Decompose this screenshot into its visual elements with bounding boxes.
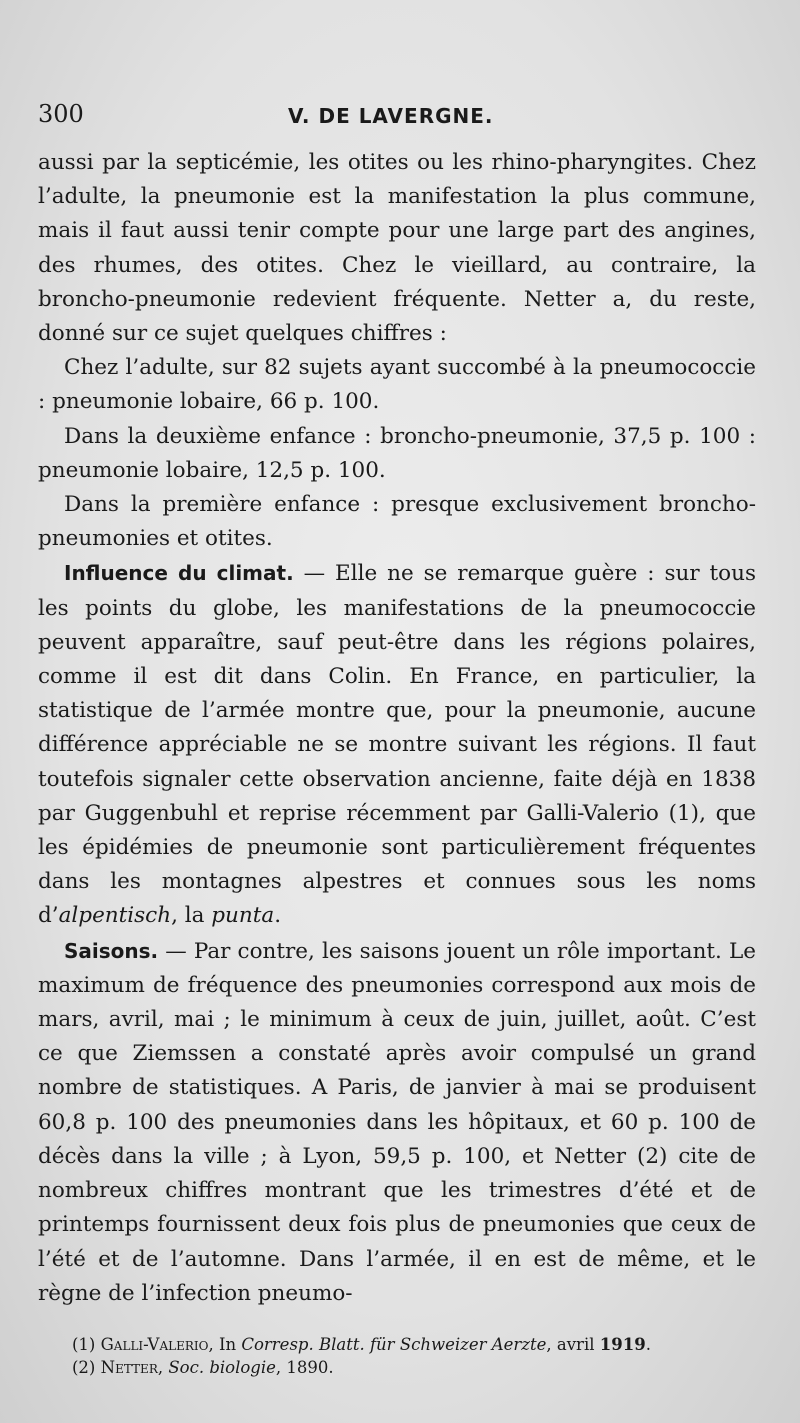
climate-text: — Elle ne se remarque guère : sur tous les points du globe, les manifestations de la pneumococcie peuvent apparaître, sauf peut-être dans les régions polaires, comme il est dit dans Colin. En France, en particulier, la statistique de l’armée montre que, pour la pneumonie, aucune différence appréciable ne se montre suivant les régions. Il faut toutefois signaler cette observation ancienne, faite déjà en 1838 par Guggenbuhl et reprise récemment par Galli-Valerio (1), que les épidémies de pneumonie sont particulièrement fréquentes dans les montagnes alpestres et connues sous les noms d’ — [38, 561, 756, 929]
footnote-1-year: 1919 — [599, 1334, 646, 1354]
footnote-2-marker: (2) — [72, 1357, 101, 1377]
paragraph-first-childhood: Dans la première enfance : presque exclusivement broncho-pneumonies et otites. — [38, 492, 756, 552]
heading-seasons: Saisons. — [64, 938, 159, 963]
footnote-1-journal: Corresp. Blatt. für Schweizer Aerzte — [241, 1334, 547, 1354]
running-head-author: V. DE LAVERGNE. — [288, 104, 494, 128]
paragraph-adult: Chez l’adulte, sur 82 sujets ayant succombé à la pneumococcie : pneumonie lobaire, 66 p. 100. — [38, 355, 756, 415]
footnote-2-text: , — [157, 1357, 169, 1377]
body-text — [38, 146, 756, 1311]
footnote-2-journal: Soc. biologie — [168, 1357, 276, 1377]
page-number: 300 — [38, 100, 84, 128]
footnote-2-author: Netter — [100, 1357, 158, 1377]
climate-text-mid: , la — [171, 903, 212, 929]
paragraph-second-childhood: Dans la deuxième enfance : broncho-pneumonie, 37,5 p. 100 : pneumonie lobaire, 12,5 p. 100. — [38, 423, 756, 483]
climate-text-end: . — [274, 903, 282, 929]
footnotes — [38, 1333, 756, 1379]
footnote-1-author: Galli-Valerio — [100, 1334, 209, 1354]
paragraph-continuation: aussi par la septicémie, les otites ou les rhino-pharyngites. Chez l’adulte, la pneumonie est la manifestation la plus commune, mais il faut aussi tenir compte pour une large part des angines, des rhumes, des otites. Chez le vieillard, au contraire, la broncho-pneumonie redevient fréquente. Netter a, du reste, donné sur ce sujet quelques chiffres : — [38, 150, 756, 347]
running-head — [38, 96, 756, 140]
footnote-1-date: , avril — [546, 1334, 600, 1354]
paragraph-climate — [38, 556, 756, 933]
heading-climate: Influence du climat. — [64, 561, 294, 586]
term-punta: punta — [211, 903, 275, 929]
footnote-2-end: , 1890. — [275, 1357, 334, 1377]
footnote-1 — [38, 1333, 756, 1356]
footnote-1-end: . — [645, 1334, 651, 1354]
seasons-text: — Par contre, les saisons jouent un rôle important. Le maximum de fréquence des pneumonies correspond aux mois de mars, avril, mai ; le minimum à ceux de juin, juillet, août. C’est ce que Ziemssen a constaté après avoir compulsé un grand nombre de statistiques. A Paris, de janvier à mai se produisent 60,8 p. 100 des pneumonies dans les hôpitaux, et 60 p. 100 de décès dans la ville ; à Lyon, 59,5 p. 100, et Netter (2) cite de nombreux chiffres montrant que les trimestres d’été et de printemps fournissent deux fois plus de pneumonies que ceux de l’été et de l’automne. Dans l’armée, il en est de même, et le règne de l’infection pneumo- — [38, 938, 756, 1306]
footnote-2 — [38, 1356, 756, 1379]
term-alpentisch: alpentisch — [58, 903, 172, 929]
paragraph-seasons — [38, 934, 756, 1311]
footnote-1-marker: (1) — [72, 1334, 101, 1354]
footnote-1-text: , In — [208, 1334, 242, 1354]
